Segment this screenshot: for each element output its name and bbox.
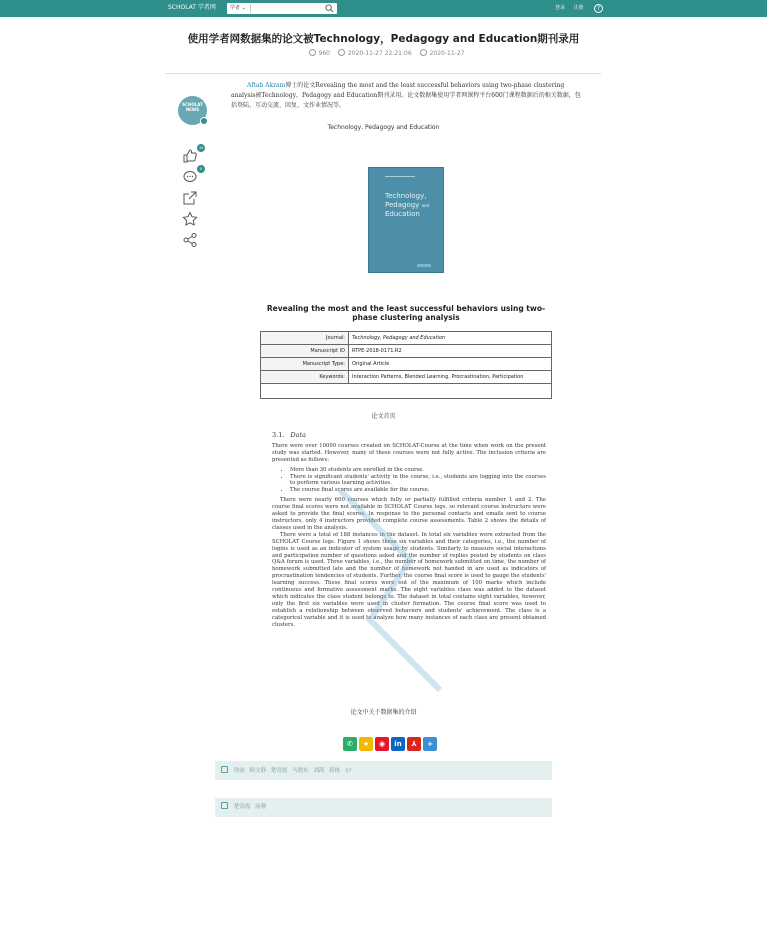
liker-name[interactable]: 蒋栋: [329, 768, 341, 774]
divider: [165, 73, 601, 74]
view-count: 960: [318, 50, 330, 57]
table-row: [261, 345, 552, 358]
commenter-name[interactable]: 楚寄霞: [233, 804, 251, 810]
like-count-badge: 34: [198, 146, 204, 150]
cover-title-line1: Technology,: [385, 192, 427, 200]
criteria-list: [290, 467, 546, 495]
more-icon[interactable]: +: [423, 737, 437, 751]
star-icon: [182, 211, 198, 227]
excerpt-paragraph-2: There were nearly 600 courses which fully or partially fulfilled criteria number 1 and 2. The course final scores were not available in SCHOLAT Course logs, so relevant course instructors were asked to provide the final scores. In response to the personal contacts and emails sent to course instructors, only 4 instructors provided complete course assessments. Table 2 shows the details of classes used in the analysis.: [272, 497, 546, 531]
table-row: [261, 332, 552, 345]
avatar[interactable]: [178, 96, 207, 125]
table-key: Journal:: [261, 332, 349, 345]
site-logo[interactable]: SCHOLAT 学者网: [168, 4, 216, 11]
journal-cover-image: [368, 167, 444, 273]
excerpt-paragraph-1: There were over 10000 courses created on SCHOLAT-Course at the time when work on the present study was started. However, many of these courses were not fully active. The inclusion criteria are presented as follows:: [272, 442, 546, 463]
search-icon[interactable]: [325, 4, 334, 13]
table-row-empty: [261, 384, 552, 399]
list-item: • There is significant students' activity in the course, i.e., students are logging into the courses to perform various learning activities.: [290, 474, 546, 488]
comment-icon: [182, 169, 198, 185]
views-icon: [309, 49, 316, 56]
table-value: RTPE-2018-0171.R2: [349, 345, 552, 358]
posted-time: 2020-11-27 22:21:06: [347, 50, 412, 57]
list-item: • More than 30 students are enrolled in the course.: [290, 467, 546, 474]
clock-icon: [338, 49, 345, 56]
update-icon: [420, 49, 427, 56]
table-value: Original Article: [349, 358, 552, 371]
table-value: Interaction Patterns, Blended Learning, Procrastination, Participation: [349, 371, 552, 384]
favorite-button[interactable]: [182, 211, 200, 229]
cover-publisher-mark: [417, 264, 431, 267]
table-key: Manuscript ID: [261, 345, 349, 358]
paper-title: Revealing the most and the least successful behaviors using two-phase clustering analysis: [266, 304, 546, 322]
article-intro: [231, 81, 583, 111]
help-icon[interactable]: ?: [594, 4, 603, 13]
cover-title: [385, 192, 429, 219]
external-link-icon: [182, 190, 198, 206]
search-box[interactable]: [227, 3, 337, 14]
share-icon: [182, 232, 198, 248]
cover-title-line2: Pedagogy: [385, 201, 420, 209]
liker-name[interactable]: 楚寄霞: [270, 768, 288, 774]
article-title: 使用学者网数据集的论文被Technology，Pedagogy and Education期刊录用: [187, 33, 580, 45]
share-button[interactable]: [182, 232, 200, 250]
search-scope-select[interactable]: 学者 ⌄: [230, 4, 251, 13]
cover-title-line3: Education: [385, 210, 420, 218]
table-value: Technology, Pedagogy and Education: [349, 332, 552, 345]
list-item: • The course final scores are available for the course.: [290, 487, 546, 494]
comments-bar: [215, 798, 552, 817]
likes-bar: [215, 761, 552, 780]
section-title: Data: [290, 431, 306, 439]
cover-title-and: and: [421, 203, 430, 208]
liker-name[interactable]: 马晓东: [292, 768, 309, 774]
likers-more[interactable]: 等7: [344, 768, 352, 773]
table-key: Keywords:: [261, 371, 349, 384]
author-link[interactable]: Aftab Akram: [247, 82, 286, 89]
table-key: Manuscript Type:: [261, 358, 349, 371]
qzone-icon[interactable]: ★: [359, 737, 373, 751]
top-navigation-bar: [0, 0, 767, 17]
thumbs-up-icon: [182, 148, 198, 164]
commenter-name[interactable]: 汤珊: [255, 804, 267, 810]
edit-icon: [221, 802, 228, 809]
linkedin-icon[interactable]: in: [391, 737, 405, 751]
section-number: 3.1.: [272, 431, 285, 439]
table-row: [261, 371, 552, 384]
register-link[interactable]: 注册: [573, 5, 584, 11]
dataset-caption: 论文中关于数据集的介绍: [350, 709, 417, 716]
share-bar: [343, 731, 439, 748]
thumbs-up-icon: [221, 766, 228, 773]
manuscript-info-table: [260, 331, 552, 399]
cover-caption: Technology, Pedagogy and Education: [327, 124, 440, 131]
comment-button[interactable]: [182, 167, 203, 187]
table-empty-cell: [261, 384, 552, 399]
intro-text: 博士的论文Revealing the most and the least successful behaviors using two-phase clustering analysis被Technology，Pedagogy and Education期刊录用。论文数据集使用学者网课程平台600门课程数据后的相关数据，包括登陆、互动交流、回复、文作业情况等。: [231, 82, 581, 109]
comment-count-badge: 0: [197, 165, 205, 173]
export-button[interactable]: [182, 190, 200, 208]
cover-strip: [385, 176, 415, 177]
liker-name[interactable]: 徐雨: [233, 768, 245, 774]
excerpt-paragraph-3: There were a total of 188 instances in the dataset. In total six variables were extracted from the SCHOLAT Course logs. Figure 1 shows these six variables and their categories, i.e., the number of logins is used as an indicator of system usage by students. Similarly to measure social interactions and participation number of questions asked and the number of replies posted by students on class Q&A forum is used. Three variables, i.e., the number of homework submitted on time, the number of homework submitted late and the number of homework not handed in are used as indicators of procrastination tendencies of students. Further, the course final score is used to gauge the students' learning success. These final scores were out of the maximum of 100 marks which include continuous and formative assessment marks. The eight variables class was added to the dataset which indicates the class student belongs to. The dataset in total contains eight variables, however, only the first six variables were used in cluster formation. The course final score was used to establish a relationship between observed behaviors and students' achievement. The class is a categorical variable and it is used to analyze how many instances of each class are present obtained clusters.: [272, 531, 546, 628]
liker-name[interactable]: 顾文静: [249, 768, 267, 774]
first-page-caption: 论文首页: [371, 413, 396, 420]
table-row: [261, 358, 552, 371]
search-scope-label: 学者: [230, 5, 241, 11]
article-meta: [0, 49, 767, 57]
section-heading: [272, 432, 546, 439]
paper-excerpt: [272, 432, 546, 628]
updated-date: 2020-11-27: [429, 50, 465, 57]
login-link[interactable]: 登录: [555, 5, 566, 11]
avatar-text: SCHOLAT NEWS: [182, 102, 203, 112]
pdf-icon[interactable]: ⅄: [407, 737, 421, 751]
wechat-icon[interactable]: ✆: [343, 737, 357, 751]
liker-name[interactable]: 刘海: [313, 768, 325, 774]
like-button[interactable]: [182, 146, 204, 166]
weibo-icon[interactable]: ◉: [375, 737, 389, 751]
